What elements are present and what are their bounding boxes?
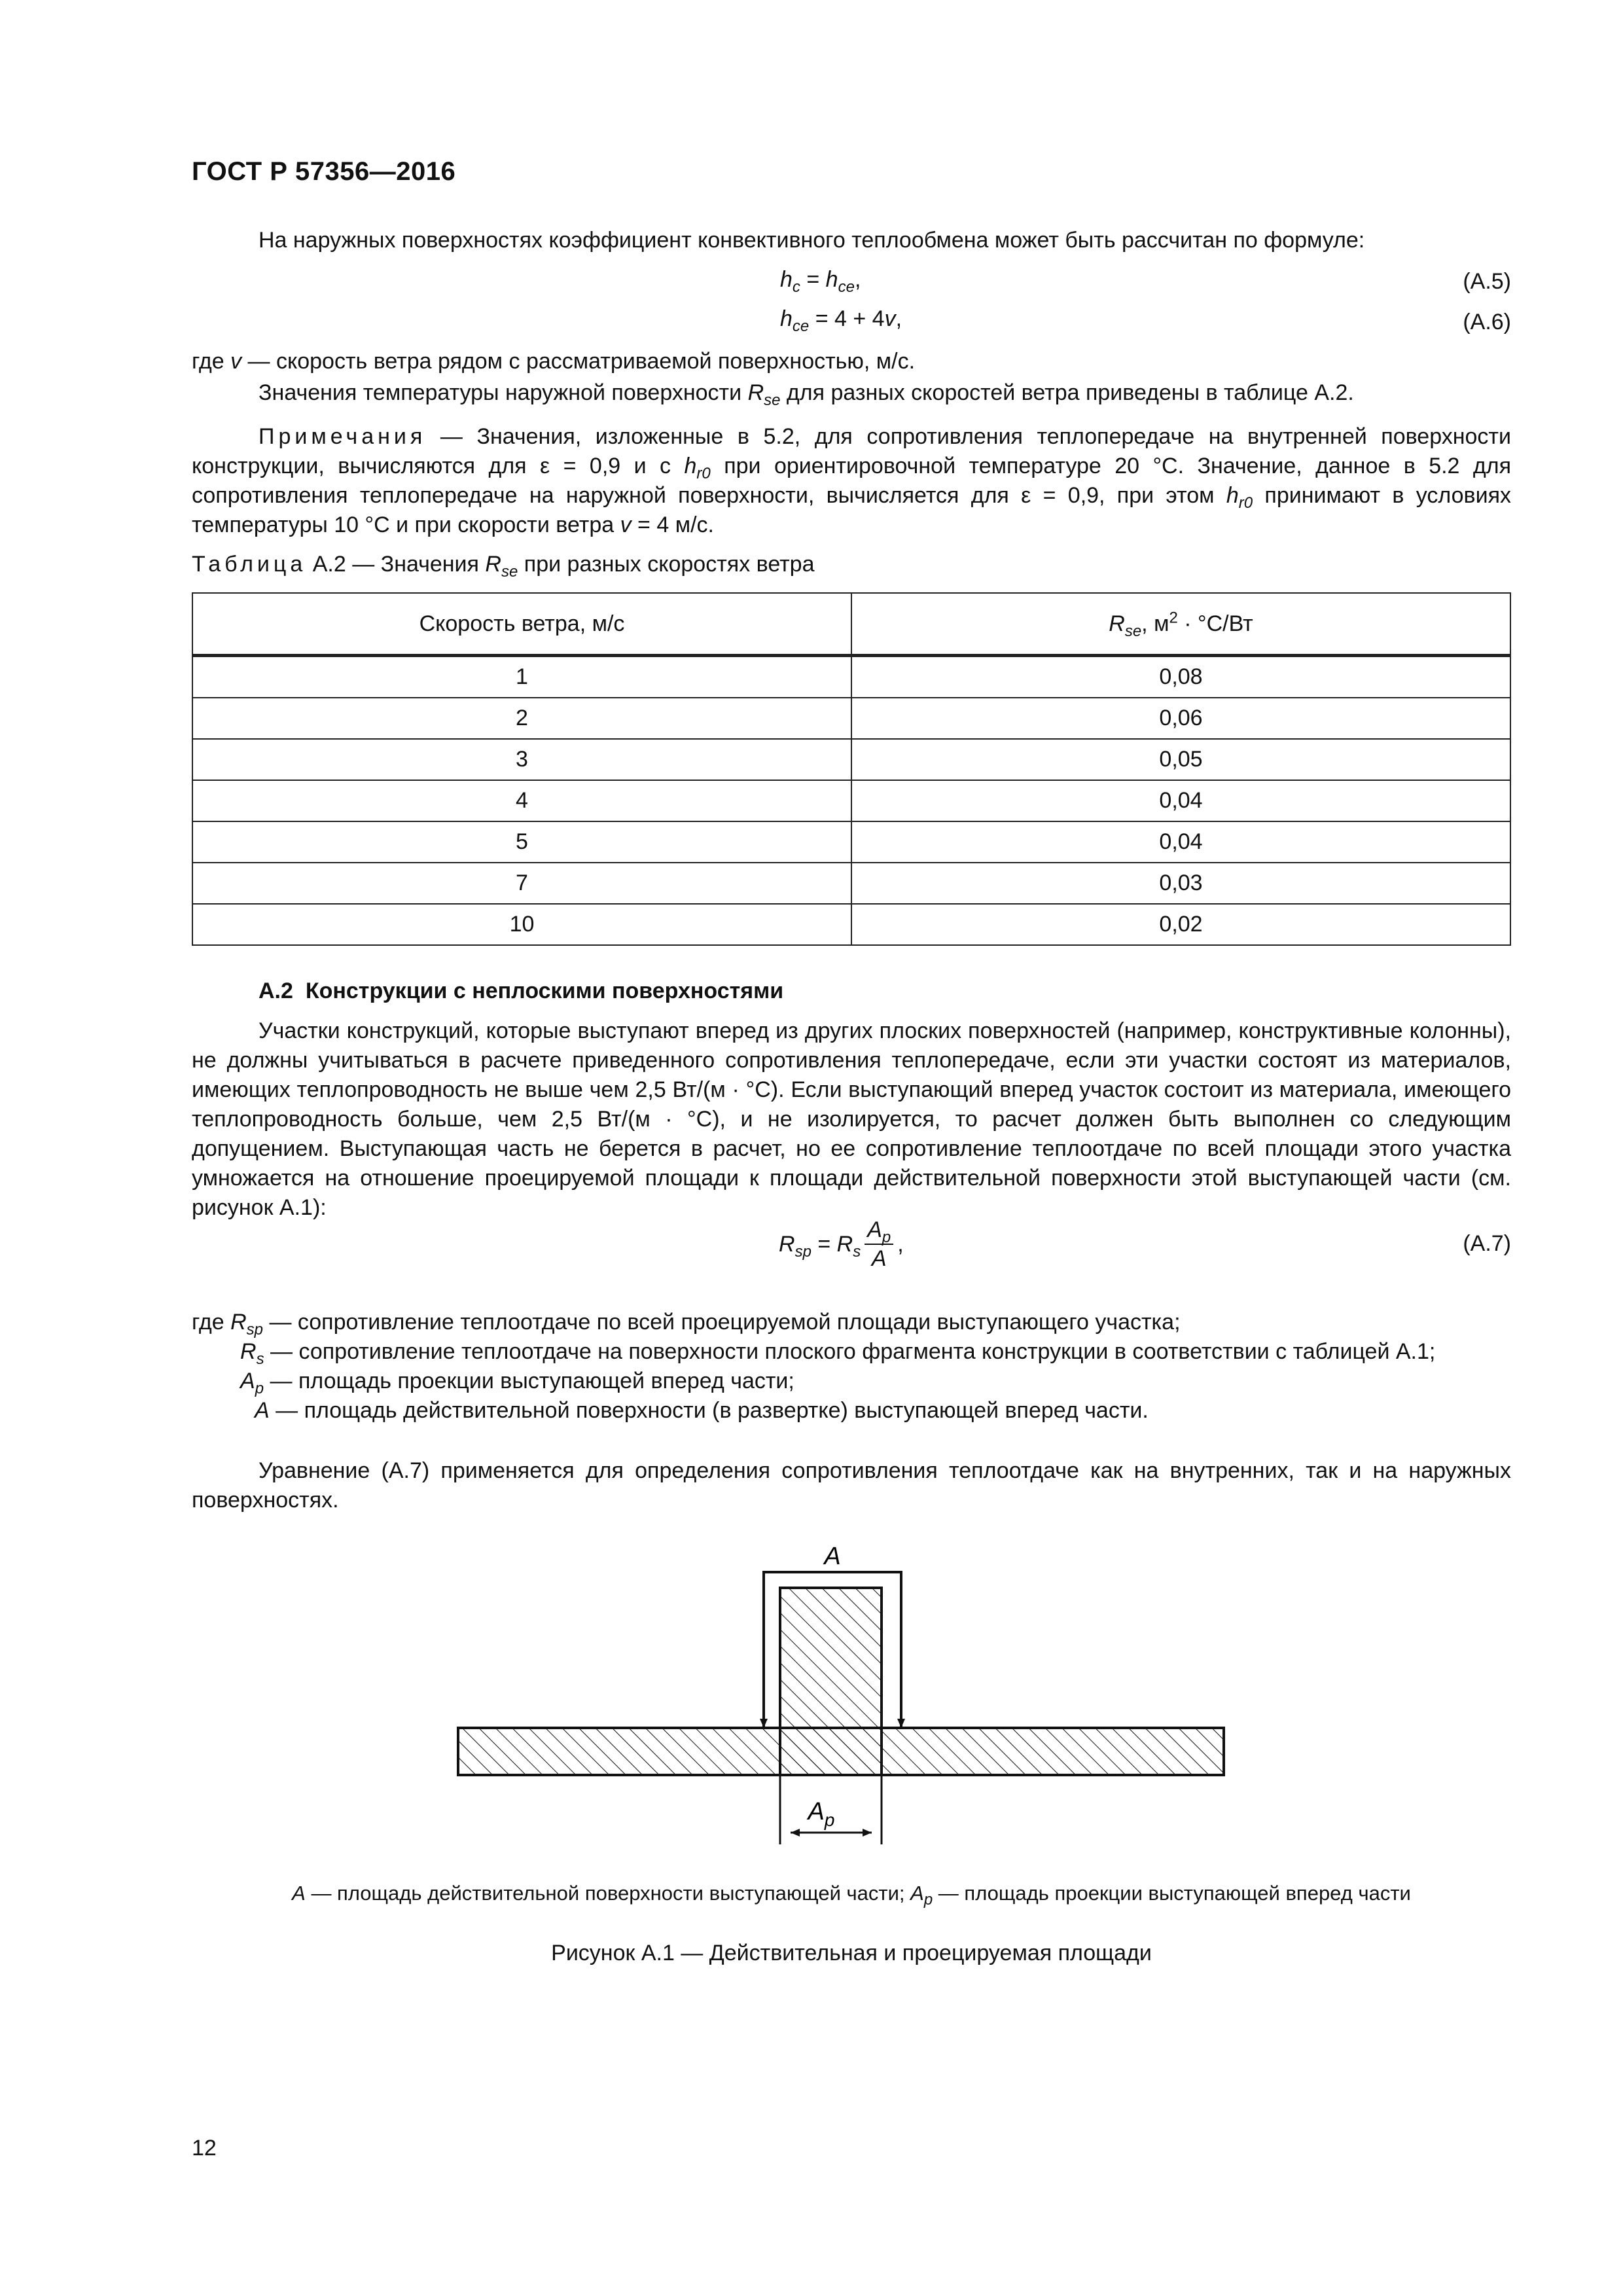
- document-id: ГОСТ Р 57356—2016: [192, 157, 456, 186]
- where-item-rs: $R_s$ — сопротивление теплоотдаче на поверхности плоского фрагмента конструкции в соответствии с таблицей А.1;: [240, 1339, 1436, 1368]
- cell-rse-value: 0,04: [851, 780, 1510, 821]
- cell-rse-value: 0,03: [851, 863, 1510, 904]
- cell-wind-speed: 7: [192, 863, 851, 904]
- table-header-row: [192, 593, 1510, 656]
- cell-wind-speed: 3: [192, 739, 851, 780]
- wind-speed-table: [192, 592, 1511, 946]
- where-item-rsp: где $R_{sp}$ — сопротивление теплоотдаче по всей проецируемой площади выступающего участка;: [192, 1310, 1181, 1338]
- table-row: [192, 863, 1510, 904]
- figure-caption: Рисунок А.1 — Действительная и проецируемая площади: [551, 1941, 1152, 1965]
- column-header-speed: Скорость ветра, м/с: [192, 593, 851, 656]
- label-a-top: A: [824, 1545, 841, 1570]
- formula-a5: $h_c = h_{ce}$,: [780, 267, 861, 296]
- equation-usage-paragraph: Уравнение (А.7) применяется для определения сопротивления теплоотдаче как на внутренних, так и на наружных поверхностях.: [192, 1458, 1511, 1513]
- equation-number-a6: (А.6): [1463, 310, 1511, 334]
- formula-a7: $R_{sp} = R_s$ $A_p$ A ,: [779, 1217, 904, 1271]
- cell-wind-speed: 5: [192, 821, 851, 863]
- cell-wind-speed: 10: [192, 904, 851, 945]
- where-v-line: где v — скорость ветра рядом с рассматриваемой поверхностью, м/с.: [192, 349, 916, 374]
- column-header-rse: $R_{se}$, $м^2 \cdot ^\circ С/Вт$: [851, 593, 1510, 656]
- protruding-part: [780, 1588, 882, 1775]
- formula-a6: $h_{ce} = 4 + 4v$,: [780, 306, 902, 335]
- label-ap-bottom: $A_p$: [808, 1798, 835, 1830]
- figure-legend: A — площадь действительной поверхности выступающей части; $A_p$ — площадь проекции выступающей вперед части: [292, 1882, 1411, 1909]
- cell-rse-value: 0,08: [851, 656, 1510, 698]
- where-item-a: A — площадь действительной поверхности (в развертке) выступающей вперед части.: [255, 1398, 1149, 1423]
- cell-rse-value: 0,06: [851, 698, 1510, 739]
- table-caption: Таблица А.2 — Значения $R_{se}$ при разных скоростях ветра: [192, 552, 815, 581]
- table-row: [192, 656, 1510, 698]
- table-row: [192, 821, 1510, 863]
- cell-rse-value: 0,02: [851, 904, 1510, 945]
- cell-wind-speed: 4: [192, 780, 851, 821]
- values-line: Значения температуры наружной поверхности $R_{se}$ для разных скоростей ветра приведены в таблице А.2.: [259, 380, 1354, 409]
- equation-number-a7: (А.7): [1463, 1231, 1511, 1256]
- cell-wind-speed: 2: [192, 698, 851, 739]
- section-heading: А.2 Конструкции с неплоскими поверхностями: [259, 978, 784, 1003]
- table-row: [192, 904, 1510, 945]
- body-paragraph: Участки конструкций, которые выступают вперед из других плоских поверхностей (например, конструктивные колонны), не должны учитываться в расчете приведенного сопротивления теплопередаче, если эти участки состоят из материалов, имеющих теплопроводность не выше чем 2,5 Вт/(м · °С). Если выступающий вперед участок состоит из материала, имеющего теплопроводность больше, чем 2,5 Вт/(м · °С), и не изолируется, то расчет должен быть выполнен со следующим допущением. Выступающая часть не берется в расчет, но ее сопротивление теплоотдаче по всей площади этого участка умножается на отношение проецируемой площади к площади действительной поверхности этой выступающей части (см. рисунок А.1):: [192, 1018, 1511, 1220]
- table-row: [192, 698, 1510, 739]
- equation-number-a5: (А.5): [1463, 269, 1511, 294]
- fraction: $A_p$ A: [865, 1216, 893, 1272]
- intro-line: На наружных поверхностях коэффициент конвективного теплообмена может быть рассчитан по формуле:: [259, 228, 1365, 253]
- note-label: Примечания: [259, 424, 427, 449]
- where-item-ap: $A_p$ — площадь проекции выступающей вперед части;: [240, 1369, 794, 1397]
- where-list: [192, 1308, 1511, 1426]
- figure-a1: [445, 1545, 1243, 1859]
- table-row: [192, 780, 1510, 821]
- cell-rse-value: 0,04: [851, 821, 1510, 863]
- table-row: [192, 739, 1510, 780]
- cell-rse-value: 0,05: [851, 739, 1510, 780]
- note-paragraph: Примечания — Значения, изложенные в 5.2, для сопротивления теплопередаче на внутренней поверхности конструкции, вычисляются для ε = 0,9 и с $h_{r0}$ при ориентировочной температуре 20 °С. Значение, данное в 5.2 для сопротивления теплопередаче на наружной поверхности, вычисляется для ε = 0,9, при этом $h_{r0}$ принимают в условиях температуры 10 °С и при скорости ветра v = 4 м/с.: [192, 424, 1511, 537]
- cell-wind-speed: 1: [192, 656, 851, 698]
- page-number: 12: [192, 2136, 217, 2161]
